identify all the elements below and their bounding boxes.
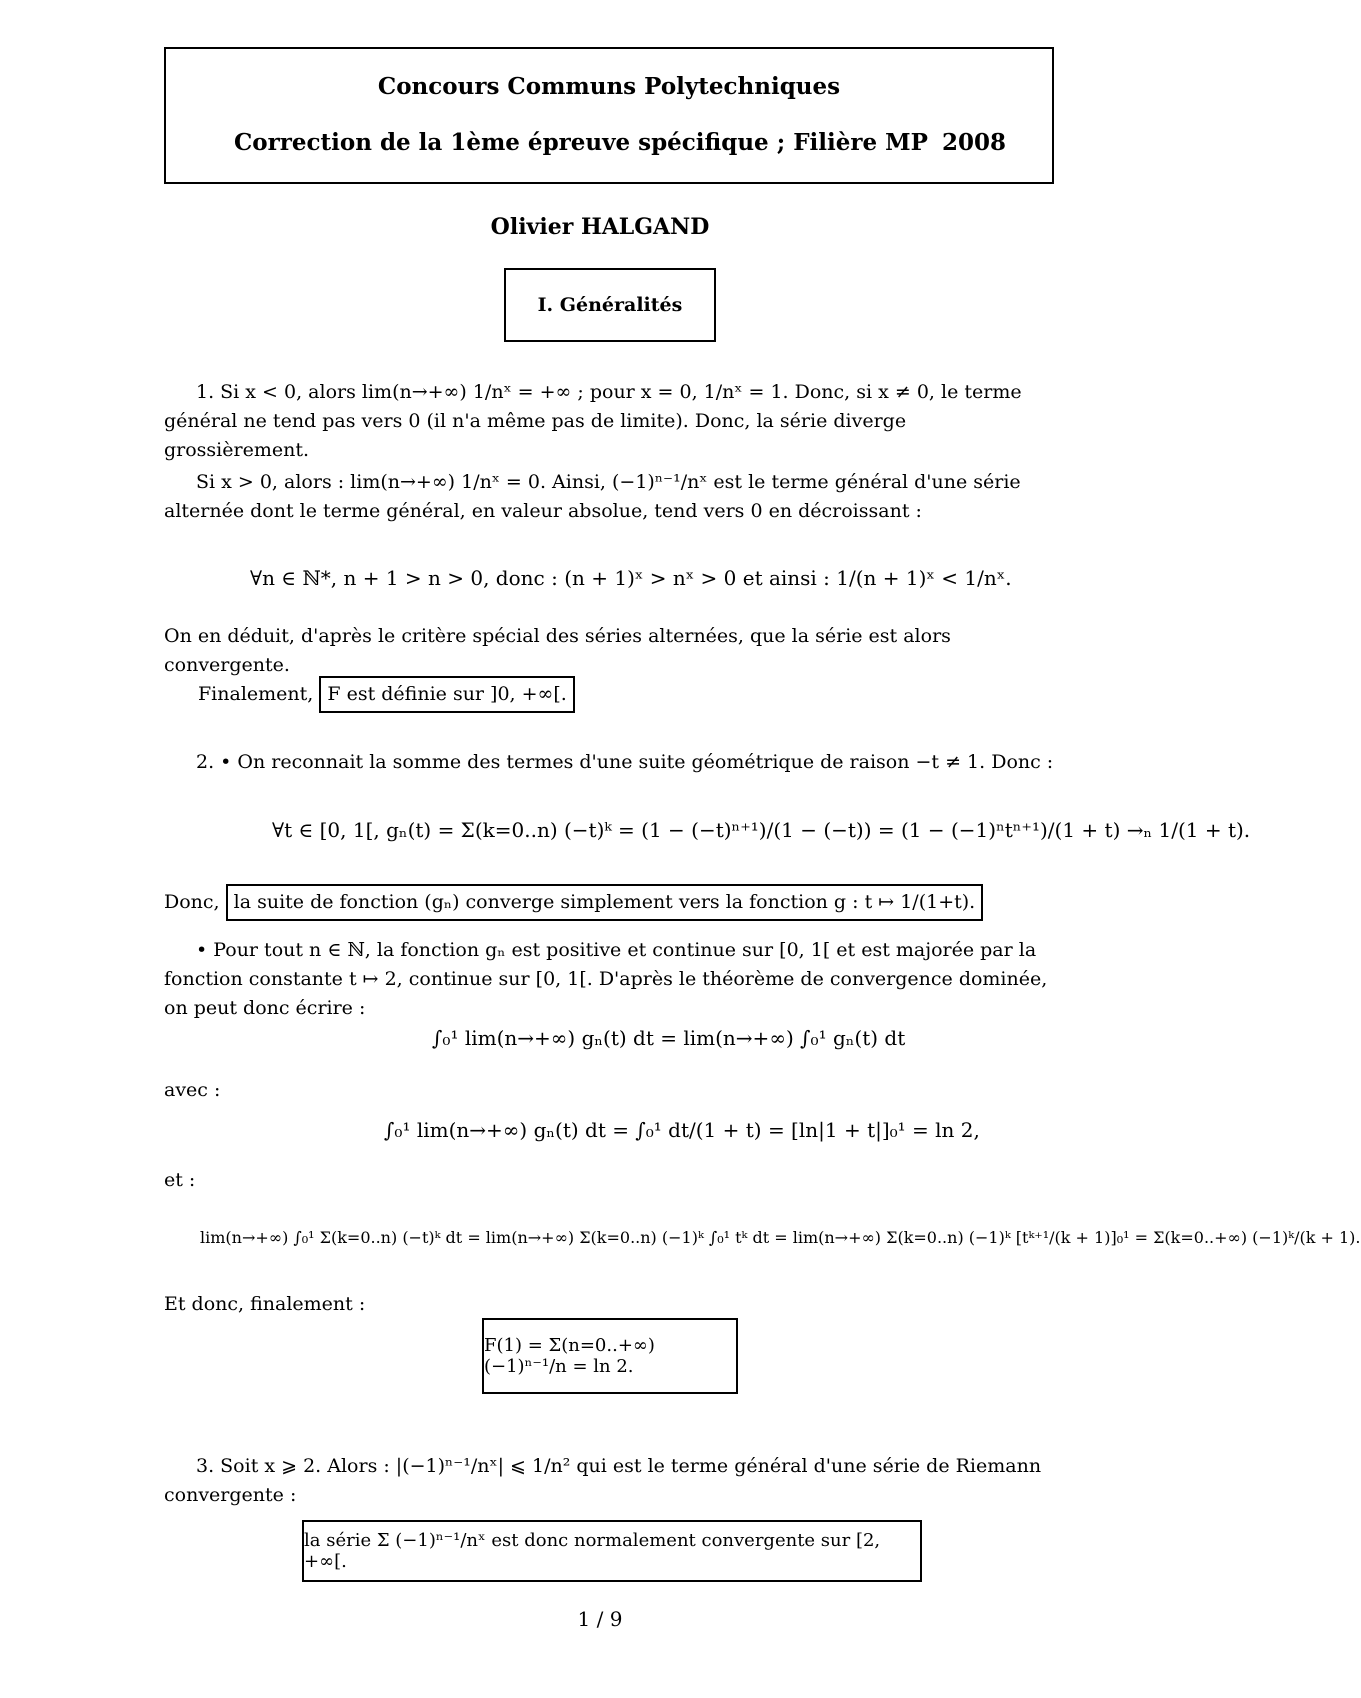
- q1-paragraph-2: Si x > 0, alors : lim(n→+∞) 1/nˣ = 0. Ainsi, (−1)ⁿ⁻¹/nˣ est le terme général d'une série alternée dont le terme général, en valeur absolue, tend vers 0 en décroissant :: [164, 471, 1021, 522]
- q2-final-text: Et donc, finalement :: [164, 1293, 366, 1315]
- q2-conclusion: [164, 884, 1054, 921]
- header-year: 2008: [942, 129, 1007, 156]
- q1-final: [198, 676, 1054, 713]
- q2-paragraph-2: • Pour tout n ∈ ℕ, la fonction gₙ est positive et continue sur [0, 1[ et est majorée par la fonction constante t ↦ 2, continue sur [0, 1[. D'après le théorème de convergence dominée, on peut donc écrire :: [164, 939, 1048, 1019]
- author: Olivier HALGAND: [490, 214, 710, 240]
- header-title: Concours Communs Polytechniques: [377, 73, 841, 100]
- q2-paragraph-1: 2. • On reconnait la somme des termes d'une suite géométrique de raison −t ≠ 1. Donc :: [196, 751, 1054, 773]
- q2-equation-1: ∀t ∈ [0, 1[, gₙ(t) = Σ(k=0..n) (−t)ᵏ = (1 − (−t)ⁿ⁺¹)/(1 − (−t)) = (1 − (−1)ⁿtⁿ⁺¹)/(1 + t) →ₙ 1/(1 + t).: [272, 818, 1251, 842]
- q2-avec: avec :: [164, 1079, 221, 1101]
- q2-equation-4: lim(n→+∞) ∫₀¹ Σ(k=0..n) (−t)ᵏ dt = lim(n→+∞) Σ(k=0..n) (−1)ᵏ ∫₀¹ tᵏ dt = lim(n→+∞) Σ(k=0..n) (−1)ᵏ [tᵏ⁺¹/(k + 1)]₀¹ = Σ(k=0..+∞) (−1)ᵏ/(k + 1).: [200, 1228, 1361, 1247]
- q1-equation: ∀n ∈ ℕ*, n + 1 > n > 0, donc : (n + 1)ˣ > nˣ > 0 et ainsi : 1/(n + 1)ˣ < 1/nˣ.: [250, 566, 1012, 590]
- header-subtitle: Correction de la 1ème épreuve spécifique ; Filière MP: [234, 129, 928, 156]
- section-title-text: I. Généralités: [537, 294, 683, 316]
- header-box: [164, 47, 1054, 184]
- q2-final-result-text: F(1) = Σ(n=0..+∞) (−1)ⁿ⁻¹/n = ln 2.: [484, 1335, 655, 1377]
- page-number: 1 / 9: [577, 1607, 623, 1631]
- q2-conclusion-result: la suite de fonction (gₙ) converge simplement vers la fonction g : t ↦ 1/(1+t).: [226, 884, 984, 921]
- q1-final-prefix: Finalement,: [198, 683, 314, 705]
- q2-equation-3: ∫₀¹ lim(n→+∞) gₙ(t) dt = ∫₀¹ dt/(1 + t) = [ln|1 + t|]₀¹ = ln 2,: [384, 1118, 980, 1142]
- section-title: [504, 268, 716, 342]
- q1-paragraph-3: On en déduit, d'après le critère spécial des séries alternées, que la série est alors convergente.: [164, 625, 951, 676]
- q3-final-result-text: la série Σ (−1)ⁿ⁻¹/nˣ est donc normalement convergente sur [2, +∞[.: [304, 1530, 881, 1572]
- q3-final-result: [302, 1520, 922, 1582]
- q2-final-result: [482, 1318, 738, 1394]
- q1-paragraph-1: 1. Si x < 0, alors lim(n→+∞) 1/nˣ = +∞ ; pour x = 0, 1/nˣ = 1. Donc, si x ≠ 0, le terme général ne tend pas vers 0 (il n'a même pas de limite). Donc, la série diverge grossièrement.: [164, 381, 1022, 461]
- q2-conclusion-prefix: Donc,: [164, 891, 220, 913]
- q2-equation-2: ∫₀¹ lim(n→+∞) gₙ(t) dt = lim(n→+∞) ∫₀¹ gₙ(t) dt: [432, 1026, 906, 1050]
- q2-et: et :: [164, 1169, 196, 1191]
- q1-final-result: F est définie sur ]0, +∞[.: [319, 676, 574, 713]
- q3-paragraph-1: 3. Soit x ⩾ 2. Alors : |(−1)ⁿ⁻¹/nˣ| ⩽ 1/n² qui est le terme général d'une série de Riemann convergente :: [164, 1455, 1042, 1506]
